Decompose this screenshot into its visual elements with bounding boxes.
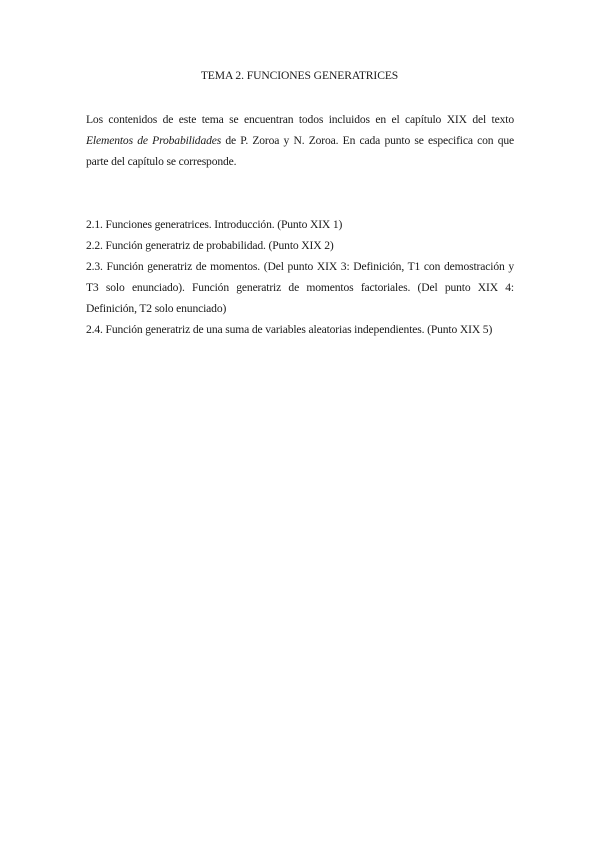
intro-paragraph xyxy=(86,109,514,172)
topic-item-2-1: 2.1. Funciones generatrices. Introducción. (Punto XIX 1) xyxy=(86,218,343,231)
book-title: Elementos de Probabilidades xyxy=(86,134,222,147)
topic-list xyxy=(86,214,514,340)
page-title: TEMA 2. FUNCIONES GENERATRICES xyxy=(200,69,399,82)
topic-item-2-2: 2.2. Función generatriz de probabilidad. (Punto XIX 2) xyxy=(86,239,334,252)
topic-item-2-3: 2.3. Función generatriz de momentos. (Del punto XIX 3: Definición, T1 con demostración y T3 solo enunciado). Función generatriz de momentos factoriales. (Del punto XIX 4: Definición, T2 solo enunciado) xyxy=(86,260,514,315)
topic-item-2-4: 2.4. Función generatriz de una suma de variables aleatorias independientes. (Punto XIX 5) xyxy=(86,323,493,336)
intro-text-start: Los contenidos de este tema se encuentran todos incluidos en el capítulo XIX del texto xyxy=(86,113,514,126)
intro-text-end: de P. Zoroa y N. Zoroa. En cada punto se especifica con que parte del capítulo se corresponde. xyxy=(86,134,515,168)
